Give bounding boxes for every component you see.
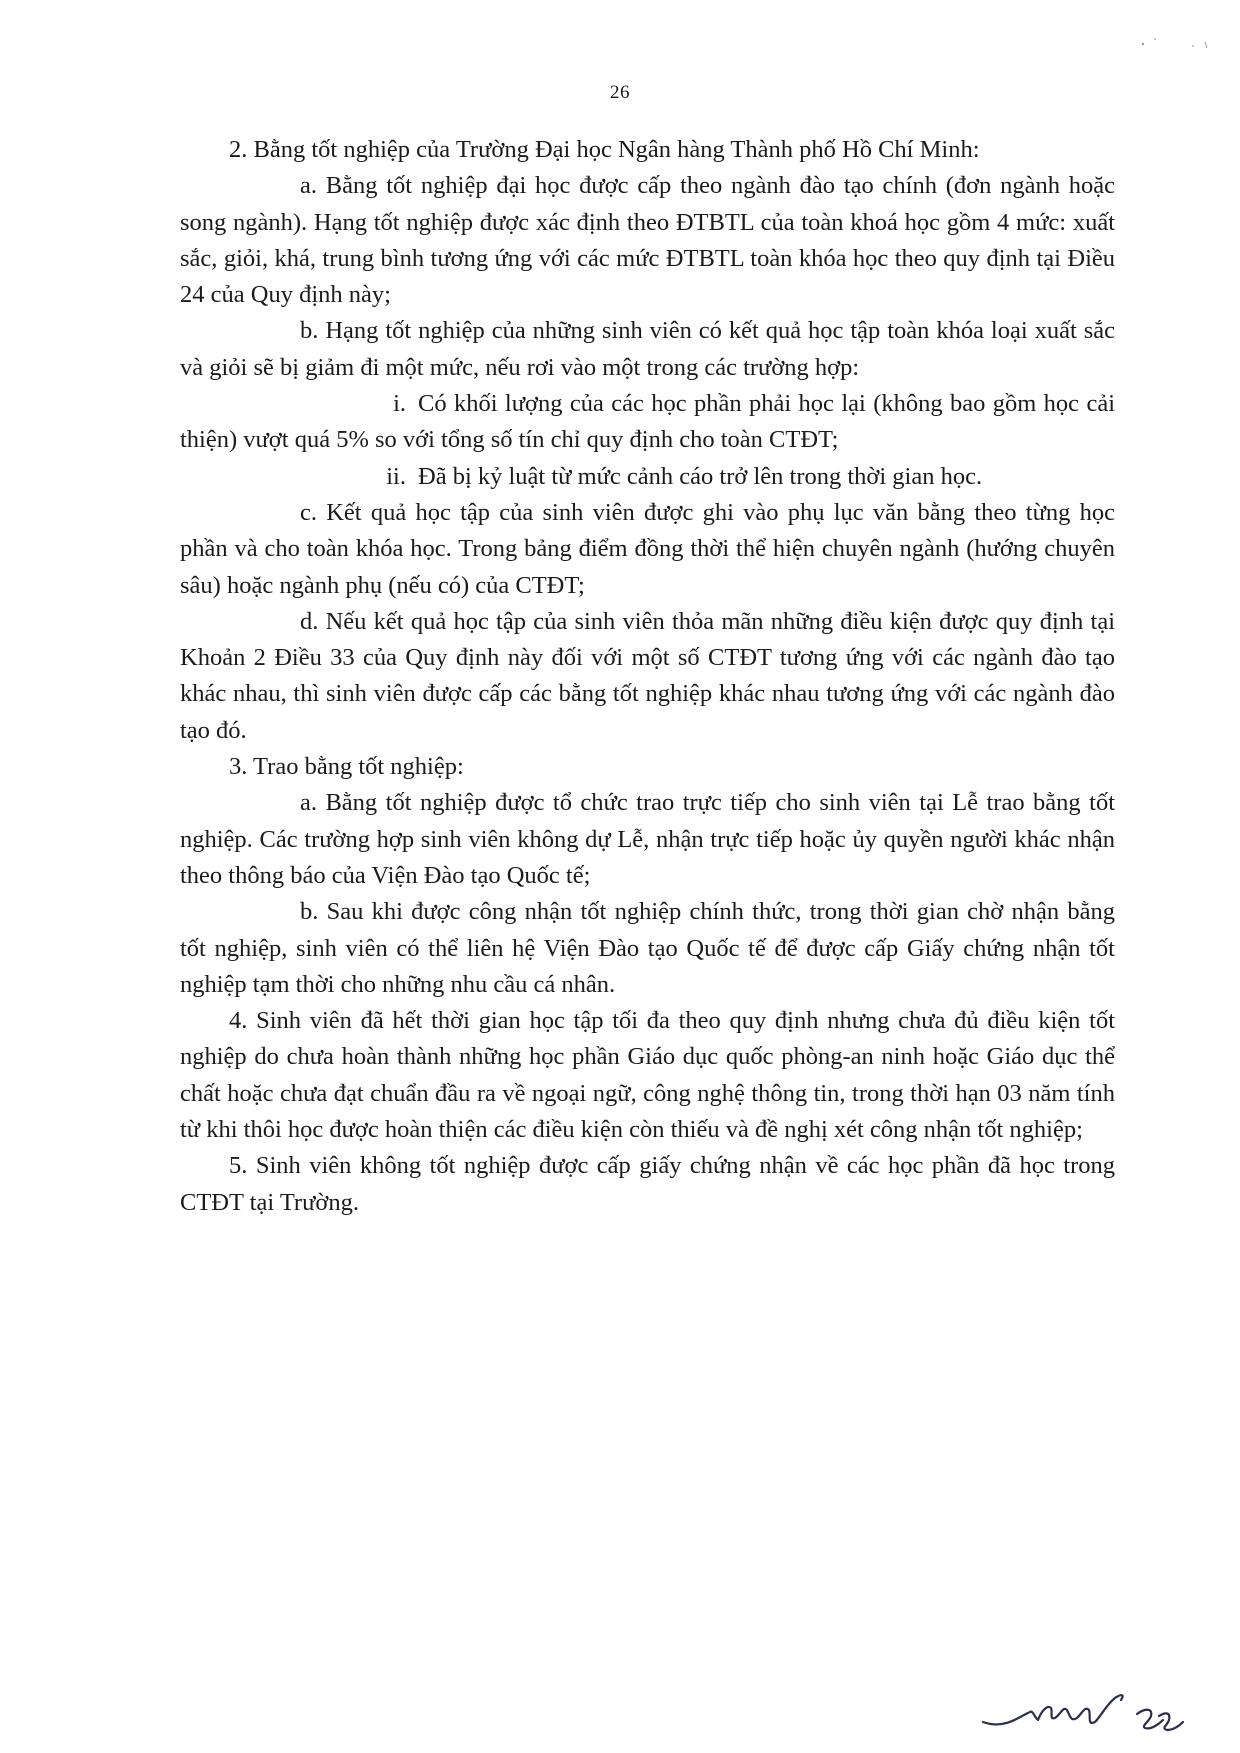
paragraph-diploma-b-i [180,386,1115,459]
scan-marks [1135,30,1215,60]
paragraph-awarding: 3. Trao bằng tốt nghiệp: [229,753,464,781]
paragraph-diploma-b-ii [180,459,1115,495]
signature-initials-icon [975,1682,1205,1742]
page-number: 26 [610,82,630,103]
paragraph-diploma-b-i-text: Có khối lượng của các học phần phải học lại (không bao gồm học cải thiện) vượt quá 5% so với tổng số tín chỉ quy định cho toàn CTĐT; [180,390,1115,454]
paragraph-awarding-b: b. Sau khi được công nhận tốt nghiệp chính thức, trong thời gian chờ nhận bằng tốt nghiệp, sinh viên có thể liên hệ Viện Đào tạo Quốc tế để được cấp Giấy chứng nhận tốt nghiệp tạm thời cho những nhu cầu cá nhân. [180,898,1115,998]
roman-marker-i: i. [393,390,406,418]
roman-marker-ii: ii. [386,462,406,490]
paragraph-diploma-c: c. Kết quả học tập của sinh viên được ghi vào phụ lục văn bằng theo từng học phần và cho toàn khóa học. Trong bảng điểm đồng thời thể hiện chuyên ngành (hướng chuyên sâu) hoặc ngành phụ (nếu có) của CTĐT; [180,498,1115,599]
paragraph-diploma: 2. Bằng tốt nghiệp của Trường Đại học Ngân hàng Thành phố Hồ Chí Minh: [229,136,980,163]
paragraph-certificate: 5. Sinh viên không tốt nghiệp được cấp giấy chứng nhận về các học phần đã học trong CTĐT tại Trường. [180,1152,1115,1216]
paragraph-time-limit: 4. Sinh viên đã hết thời gian học tập tối đa theo quy định nhưng chưa đủ điều kiện tốt nghiệp do chưa hoàn thành những học phần Giáo dục quốc phòng-an ninh hoặc Giáo dục thể chất hoặc chưa đạt chuẩn đầu ra về ngoại ngữ, công nghệ thông tin, trong thời hạn 03 năm tính từ khi thôi học được hoàn thiện các điều kiện còn thiếu và đề nghị xét công nhận tốt nghiệp; [180,1007,1115,1144]
paragraph-diploma-b: b. Hạng tốt nghiệp của những sinh viên có kết quả học tập toàn khóa loại xuất sắc và giỏi sẽ bị giảm đi một mức, nếu rơi vào một trong các trường hợp: [180,317,1115,381]
paragraph-diploma-b-ii-text: Đã bị kỷ luật từ mức cảnh cáo trở lên trong thời gian học. [418,462,983,490]
document-body [180,132,1115,1221]
paragraph-diploma-d: d. Nếu kết quả học tập của sinh viên thỏa mãn những điều kiện được quy định tại Khoản 2 Điều 33 của Quy định này đối với một số CTĐT tương ứng với các ngành đào tạo khác nhau, thì sinh viên được cấp các bằng tốt nghiệp khác nhau tương ứng với các ngành đào tạo đó. [180,607,1115,744]
paragraph-diploma-a: a. Bằng tốt nghiệp đại học được cấp theo ngành đào tạo chính (đơn ngành hoặc song ngành). Hạng tốt nghiệp được xác định theo ĐTBTL của toàn khoá học gồm 4 mức: xuất sắc, giỏi, khá, trung bình tương ứng với các mức ĐTBTL toàn khóa học theo quy định tại Điều 24 của Quy định này; [180,172,1115,309]
paragraph-awarding-a: a. Bằng tốt nghiệp được tổ chức trao trực tiếp cho sinh viên tại Lễ trao bằng tốt nghiệp. Các trường hợp sinh viên không dự Lễ, nhận trực tiếp hoặc ủy quyền người khác nhận theo thông báo của Viện Đào tạo Quốc tế; [180,789,1115,889]
